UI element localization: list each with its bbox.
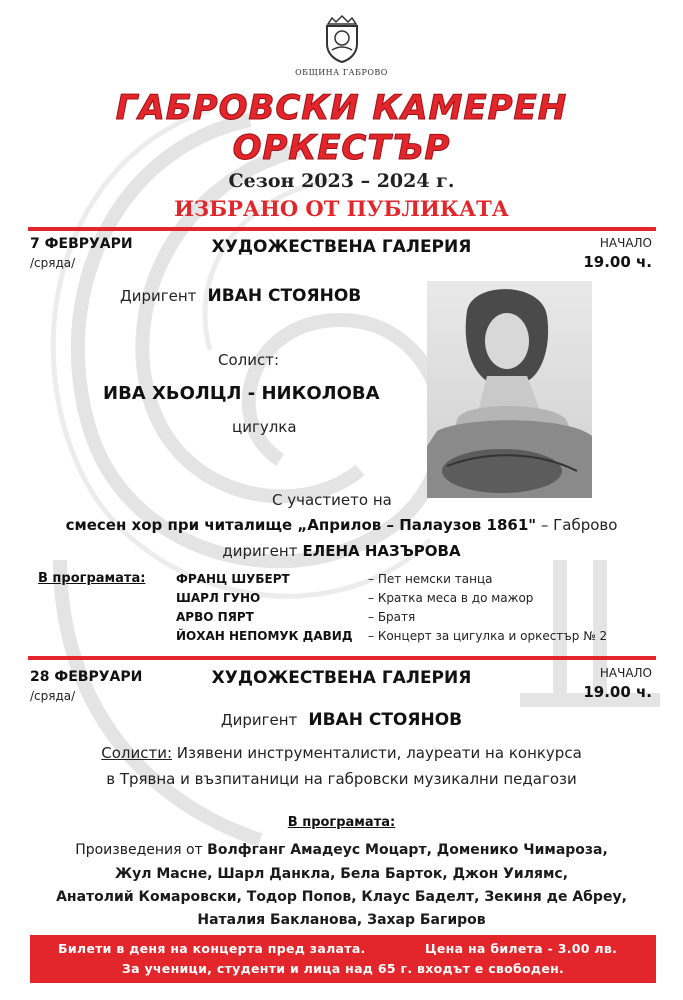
conductor-name: ИВАН СТОЯНОВ <box>207 286 362 306</box>
concert2-start-time: 19.00 ч. <box>583 683 652 701</box>
program-work: – Братя <box>368 610 416 624</box>
concert1-date: 7 ФЕВРУАРИ <box>30 236 133 252</box>
concert1-program-label: В програмата: <box>38 571 146 586</box>
soloist-instrument: цигулка <box>232 418 297 436</box>
concert1-conductor <box>120 286 361 306</box>
program-composer: ШАРЛ ГУНО <box>176 591 261 605</box>
concert2-venue: ХУДОЖЕСТВЕНА ГАЛЕРИЯ <box>211 668 472 688</box>
soloists-line-1 <box>0 743 683 762</box>
soloists-line-2: в Трявна и възпитаници на габровски музикални педагози <box>106 770 577 788</box>
program-composer: ФРАНЦ ШУБЕРТ <box>176 572 290 586</box>
soloist-photo <box>427 281 592 498</box>
choir-city: – Габрово <box>536 516 618 534</box>
gabrovo-crest-logo <box>322 14 362 64</box>
choir-conductor <box>0 541 683 560</box>
concert2-start-label: НАЧАЛО <box>599 666 652 680</box>
choir-conductor-label: диригент <box>222 542 298 560</box>
concert2-program-label: В програмата: <box>287 815 396 830</box>
concert1-start-time: 19.00 ч. <box>583 253 652 271</box>
municipality-label: ОБЩИНА ГАБРОВО <box>295 68 388 77</box>
program-composer: ЙОХАН НЕПОМУК ДАВИД <box>176 629 353 643</box>
program-work: – Пет немски танца <box>368 572 493 586</box>
concert2-conductor <box>0 710 683 730</box>
soloist-label: Солист: <box>218 351 280 369</box>
choir-name: смесен хор при читалище „Априлов – Палаузов 1861" <box>65 516 537 534</box>
footer-free-entry: За ученици, студенти и лица над 65 г. входът е свободен. <box>121 961 565 976</box>
footer-banner <box>30 935 656 983</box>
participation-label: С участието на <box>272 491 392 509</box>
program-composer: АРВО ПЯРТ <box>176 610 254 624</box>
title-line-2: ОРКЕСТЪР <box>232 128 451 168</box>
program-work: – Концерт за цигулка и оркестър № 2 <box>368 629 608 643</box>
footer-tickets: Билети в деня на концерта пред залата. <box>58 941 366 956</box>
footer-price: Цена на билета - 3.00 лв. <box>425 941 618 956</box>
soloists-label: Солисти: <box>101 744 172 762</box>
soloists-text-1: Изявени инструменталисти, лауреати на конкурса <box>172 744 582 762</box>
choir-conductor-name: ЕЛЕНА НАЗЪРОВА <box>302 542 461 560</box>
soloist-name: ИВА ХЬОЛЦЛ - НИКОЛОВА <box>103 383 380 404</box>
concert1-venue: ХУДОЖЕСТВЕНА ГАЛЕРИЯ <box>211 237 472 257</box>
works-line-4: Наталия Бакланова, Захар Багиров <box>197 912 486 928</box>
conductor-label: Диригент <box>120 287 197 305</box>
works-line-2: Жул Масне, Шарл Данкла, Бела Барток, Джон Уилямс, <box>114 866 569 882</box>
works-line-1 <box>0 842 683 858</box>
program-work: – Кратка меса в до мажор <box>368 591 534 605</box>
divider-top <box>28 227 656 231</box>
concert2-day: /сряда/ <box>30 689 76 703</box>
works-composers-1: Волфганг Амадеус Моцарт, Доменико Чимароза, <box>207 842 608 858</box>
conductor-name: ИВАН СТОЯНОВ <box>308 710 463 730</box>
season-label: Сезон 2023 – 2024 г. <box>228 170 455 192</box>
concert1-start-label: НАЧАЛО <box>599 236 652 250</box>
conductor-label: Диригент <box>220 711 298 729</box>
title-line-1: ГАБРОВСКИ КАМЕРЕН <box>115 88 568 128</box>
subtitle: ИЗБРАНО ОТ ПУБЛИКАТА <box>174 196 509 221</box>
concert2-date: 28 ФЕВРУАРИ <box>30 669 143 685</box>
divider-middle <box>28 656 656 660</box>
concert1-day: /сряда/ <box>30 256 76 270</box>
works-line-3: Анатолий Комаровски, Тодор Попов, Клаус Баделт, Зекиня де Абреу, <box>56 889 627 905</box>
choir-line <box>0 515 683 534</box>
works-prefix: Произведения от <box>75 842 208 858</box>
